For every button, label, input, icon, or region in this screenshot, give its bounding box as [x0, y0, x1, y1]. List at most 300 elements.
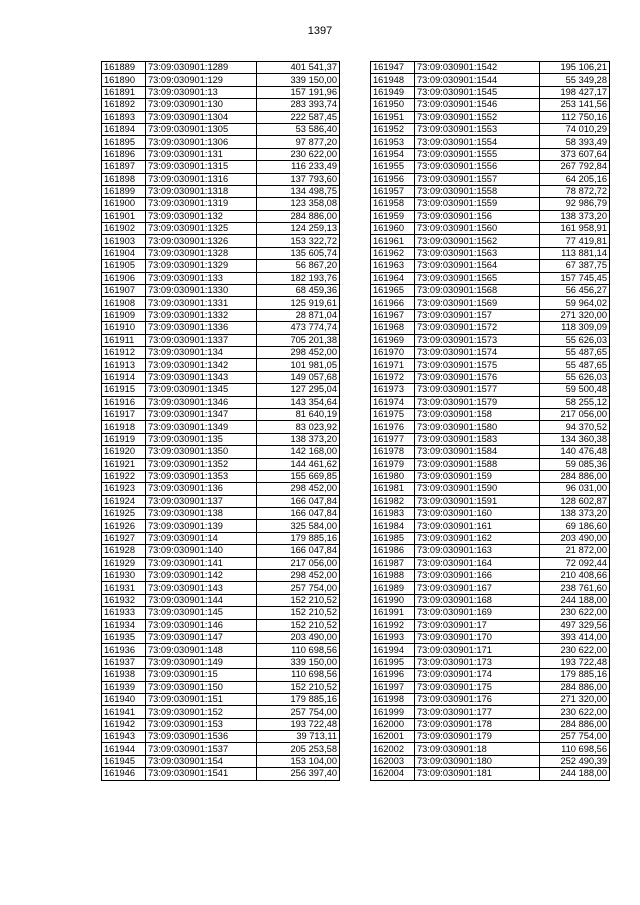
row-number: 161908	[102, 297, 146, 309]
cadastral-number: 73:09:030901:1584	[415, 446, 540, 458]
cadastral-value: 96 031,00	[540, 483, 610, 495]
table-row	[371, 768, 610, 780]
table-row	[371, 594, 610, 606]
table-row	[371, 111, 610, 123]
table-row	[371, 260, 610, 272]
cadastral-value: 113 881,14	[540, 247, 610, 259]
table-row	[102, 62, 340, 74]
cadastral-value: 152 210,52	[257, 681, 340, 693]
cadastral-value: 271 320,00	[540, 693, 610, 705]
cadastral-number: 73:09:030901:1331	[146, 297, 257, 309]
page-number: 1397	[307, 25, 333, 37]
cadastral-number: 73:09:030901:1352	[146, 458, 257, 470]
cadastral-value: 283 393,74	[257, 99, 340, 111]
row-number: 161910	[102, 322, 146, 334]
table-row	[102, 359, 340, 371]
cadastral-number: 73:09:030901:150	[146, 681, 257, 693]
table-row	[371, 136, 610, 148]
table-row	[371, 520, 610, 532]
cadastral-value: 373 607,64	[540, 148, 610, 160]
row-number: 161950	[371, 99, 415, 111]
table-row	[371, 718, 610, 730]
table-row	[102, 173, 340, 185]
table-row	[102, 421, 340, 433]
table-row	[371, 396, 610, 408]
table-row	[102, 706, 340, 718]
cadastral-value: 210 408,66	[540, 570, 610, 582]
cadastral-number: 73:09:030901:161	[415, 520, 540, 532]
cadastral-number: 73:09:030901:1343	[146, 371, 257, 383]
table-row	[102, 123, 340, 135]
cadastral-value: 55 487,65	[540, 359, 610, 371]
cadastral-number: 73:09:030901:1572	[415, 322, 540, 334]
row-number: 161978	[371, 446, 415, 458]
row-number: 161947	[371, 62, 415, 74]
row-number: 161914	[102, 371, 146, 383]
cadastral-number: 73:09:030901:1591	[415, 495, 540, 507]
cadastral-number: 73:09:030901:1347	[146, 408, 257, 420]
table-row	[102, 582, 340, 594]
cadastral-value: 152 210,52	[257, 594, 340, 606]
cadastral-value: 284 886,00	[257, 210, 340, 222]
cadastral-value: 110 698,56	[257, 644, 340, 656]
table-row	[102, 384, 340, 396]
row-number: 161995	[371, 656, 415, 668]
cadastral-value: 217 056,00	[257, 557, 340, 569]
cadastral-value: 59 964,02	[540, 297, 610, 309]
table-row	[371, 644, 610, 656]
table-row	[371, 123, 610, 135]
table-row	[102, 631, 340, 643]
row-number: 161955	[371, 161, 415, 173]
table-row	[371, 148, 610, 160]
cadastral-value: 138 373,20	[257, 433, 340, 445]
row-number: 161941	[102, 706, 146, 718]
cadastral-number: 73:09:030901:1577	[415, 384, 540, 396]
cadastral-number: 73:09:030901:1573	[415, 334, 540, 346]
cadastral-value: 58 255,12	[540, 396, 610, 408]
row-number: 161952	[371, 123, 415, 135]
table-row	[102, 223, 340, 235]
cadastral-number: 73:09:030901:146	[146, 619, 257, 631]
cadastral-number: 73:09:030901:138	[146, 508, 257, 520]
table-row	[102, 111, 340, 123]
row-number: 161943	[102, 731, 146, 743]
cadastral-value: 298 452,00	[257, 346, 340, 358]
cadastral-value: 110 698,56	[540, 743, 610, 755]
cadastral-number: 73:09:030901:1342	[146, 359, 257, 371]
row-number: 161958	[371, 198, 415, 210]
row-number: 161973	[371, 384, 415, 396]
cadastral-value: 59 085,36	[540, 458, 610, 470]
cadastral-number: 73:09:030901:178	[415, 718, 540, 730]
table-row	[102, 148, 340, 160]
cadastral-number: 73:09:030901:1568	[415, 285, 540, 297]
row-number: 161940	[102, 693, 146, 705]
cadastral-number: 73:09:030901:1554	[415, 136, 540, 148]
table-row	[371, 557, 610, 569]
cadastral-value: 230 622,00	[540, 607, 610, 619]
cadastral-value: 222 587,45	[257, 111, 340, 123]
cadastral-number: 73:09:030901:141	[146, 557, 257, 569]
table-row	[371, 247, 610, 259]
cadastral-value: 339 150,00	[257, 74, 340, 86]
cadastral-value: 157 745,45	[540, 272, 610, 284]
table-row	[102, 297, 340, 309]
row-number: 161889	[102, 62, 146, 74]
cadastral-number: 73:09:030901:1557	[415, 173, 540, 185]
cadastral-number: 73:09:030901:1564	[415, 260, 540, 272]
row-number: 161900	[102, 198, 146, 210]
cadastral-value: 137 793,60	[257, 173, 340, 185]
row-number: 161890	[102, 74, 146, 86]
table-row	[102, 210, 340, 222]
cadastral-number: 73:09:030901:1562	[415, 235, 540, 247]
table-row	[371, 185, 610, 197]
cadastral-value: 72 092,44	[540, 557, 610, 569]
row-number: 161904	[102, 247, 146, 259]
cadastral-number: 73:09:030901:158	[415, 408, 540, 420]
table-row	[102, 495, 340, 507]
cadastral-number: 73:09:030901:140	[146, 545, 257, 557]
row-number: 161925	[102, 508, 146, 520]
cadastral-number: 73:09:030901:1590	[415, 483, 540, 495]
table-row	[102, 99, 340, 111]
row-number: 161923	[102, 483, 146, 495]
row-number: 161931	[102, 582, 146, 594]
table-row	[102, 458, 340, 470]
row-number: 161985	[371, 532, 415, 544]
cadastral-value: 149 057,68	[257, 371, 340, 383]
row-number: 161994	[371, 644, 415, 656]
table-row	[102, 768, 340, 780]
cadastral-value: 253 141,56	[540, 99, 610, 111]
row-number: 161936	[102, 644, 146, 656]
table-row	[102, 235, 340, 247]
cadastral-value: 53 586,40	[257, 123, 340, 135]
cadastral-value: 230 622,00	[540, 706, 610, 718]
table-row	[102, 260, 340, 272]
cadastral-number: 73:09:030901:169	[415, 607, 540, 619]
table-row	[102, 607, 340, 619]
cadastral-number: 73:09:030901:163	[415, 545, 540, 557]
cadastral-value: 179 885,16	[257, 693, 340, 705]
row-number: 161935	[102, 631, 146, 643]
table-row	[102, 619, 340, 631]
cadastral-number: 73:09:030901:135	[146, 433, 257, 445]
cadastral-number: 73:09:030901:181	[415, 768, 540, 780]
table-row	[371, 433, 610, 445]
cadastral-value: 244 188,00	[540, 768, 610, 780]
row-number: 161971	[371, 359, 415, 371]
table-row	[102, 520, 340, 532]
cadastral-number: 73:09:030901:160	[415, 508, 540, 520]
cadastral-number: 73:09:030901:148	[146, 644, 257, 656]
row-number: 161980	[371, 470, 415, 482]
cadastral-number: 73:09:030901:1560	[415, 223, 540, 235]
row-number: 161977	[371, 433, 415, 445]
cadastral-value: 230 622,00	[257, 148, 340, 160]
cadastral-number: 73:09:030901:171	[415, 644, 540, 656]
cadastral-number: 73:09:030901:1544	[415, 74, 540, 86]
cadastral-value: 112 750,16	[540, 111, 610, 123]
cadastral-value: 166 047,84	[257, 545, 340, 557]
registry-table-right-body	[371, 62, 610, 781]
cadastral-value: 195 106,21	[540, 62, 610, 74]
table-row	[102, 346, 340, 358]
table-row	[102, 681, 340, 693]
cadastral-number: 73:09:030901:1319	[146, 198, 257, 210]
row-number: 161983	[371, 508, 415, 520]
table-row	[102, 285, 340, 297]
cadastral-number: 73:09:030901:143	[146, 582, 257, 594]
cadastral-number: 73:09:030901:153	[146, 718, 257, 730]
cadastral-value: 138 373,20	[540, 508, 610, 520]
cadastral-value: 56 867,20	[257, 260, 340, 272]
cadastral-number: 73:09:030901:1556	[415, 161, 540, 173]
cadastral-number: 73:09:030901:17	[415, 619, 540, 631]
cadastral-value: 155 669,85	[257, 470, 340, 482]
row-number: 161962	[371, 247, 415, 259]
cadastral-number: 73:09:030901:13	[146, 86, 257, 98]
table-row	[102, 718, 340, 730]
cadastral-value: 256 397,40	[257, 768, 340, 780]
cadastral-number: 73:09:030901:164	[415, 557, 540, 569]
row-number: 161948	[371, 74, 415, 86]
row-number: 162001	[371, 731, 415, 743]
cadastral-number: 73:09:030901:129	[146, 74, 257, 86]
cadastral-number: 73:09:030901:1579	[415, 396, 540, 408]
cadastral-value: 81 640,19	[257, 408, 340, 420]
row-number: 161965	[371, 285, 415, 297]
cadastral-value: 473 774,74	[257, 322, 340, 334]
table-row	[102, 508, 340, 520]
row-number: 161919	[102, 433, 146, 445]
cadastral-value: 153 322,72	[257, 235, 340, 247]
cadastral-number: 73:09:030901:139	[146, 520, 257, 532]
table-row	[371, 74, 610, 86]
row-number: 161933	[102, 607, 146, 619]
row-number: 161907	[102, 285, 146, 297]
row-number: 161998	[371, 693, 415, 705]
table-row	[102, 755, 340, 767]
cadastral-value: 55 626,03	[540, 371, 610, 383]
cadastral-number: 73:09:030901:1316	[146, 173, 257, 185]
cadastral-value: 68 459,36	[257, 285, 340, 297]
row-number: 161926	[102, 520, 146, 532]
cadastral-number: 73:09:030901:147	[146, 631, 257, 643]
row-number: 161911	[102, 334, 146, 346]
table-row	[371, 408, 610, 420]
table-row	[102, 74, 340, 86]
cadastral-number: 73:09:030901:152	[146, 706, 257, 718]
cadastral-value: 339 150,00	[257, 656, 340, 668]
row-number: 161901	[102, 210, 146, 222]
row-number: 161968	[371, 322, 415, 334]
cadastral-value: 144 461,62	[257, 458, 340, 470]
table-row	[102, 334, 340, 346]
row-number: 161988	[371, 570, 415, 582]
cadastral-value: 284 886,00	[540, 470, 610, 482]
cadastral-value: 230 622,00	[540, 644, 610, 656]
table-row	[102, 743, 340, 755]
cadastral-value: 134 360,38	[540, 433, 610, 445]
cadastral-number: 73:09:030901:1583	[415, 433, 540, 445]
cadastral-value: 705 201,38	[257, 334, 340, 346]
cadastral-value: 153 104,00	[257, 755, 340, 767]
table-row	[371, 309, 610, 321]
cadastral-value: 179 885,16	[540, 669, 610, 681]
row-number: 161937	[102, 656, 146, 668]
cadastral-value: 101 981,05	[257, 359, 340, 371]
cadastral-number: 73:09:030901:162	[415, 532, 540, 544]
cadastral-value: 59 500,48	[540, 384, 610, 396]
table-row	[371, 483, 610, 495]
cadastral-value: 78 872,72	[540, 185, 610, 197]
cadastral-number: 73:09:030901:1555	[415, 148, 540, 160]
cadastral-number: 73:09:030901:1329	[146, 260, 257, 272]
row-number: 161912	[102, 346, 146, 358]
cadastral-number: 73:09:030901:173	[415, 656, 540, 668]
table-row	[371, 62, 610, 74]
row-number: 161927	[102, 532, 146, 544]
cadastral-value: 143 354,64	[257, 396, 340, 408]
cadastral-value: 152 210,52	[257, 619, 340, 631]
cadastral-value: 123 358,08	[257, 198, 340, 210]
table-row	[371, 508, 610, 520]
cadastral-number: 73:09:030901:133	[146, 272, 257, 284]
cadastral-value: 271 320,00	[540, 309, 610, 321]
row-number: 161921	[102, 458, 146, 470]
row-number: 161961	[371, 235, 415, 247]
cadastral-value: 128 602,87	[540, 495, 610, 507]
cadastral-number: 73:09:030901:1315	[146, 161, 257, 173]
table-row	[371, 173, 610, 185]
cadastral-number: 73:09:030901:1552	[415, 111, 540, 123]
cadastral-number: 73:09:030901:1569	[415, 297, 540, 309]
row-number: 161982	[371, 495, 415, 507]
cadastral-number: 73:09:030901:14	[146, 532, 257, 544]
table-row	[371, 272, 610, 284]
cadastral-number: 73:09:030901:137	[146, 495, 257, 507]
cadastral-number: 73:09:030901:1536	[146, 731, 257, 743]
cadastral-number: 73:09:030901:1588	[415, 458, 540, 470]
cadastral-value: 135 605,74	[257, 247, 340, 259]
cadastral-value: 182 193,76	[257, 272, 340, 284]
row-number: 161989	[371, 582, 415, 594]
row-number: 161934	[102, 619, 146, 631]
table-row	[371, 545, 610, 557]
table-row	[371, 346, 610, 358]
cadastral-number: 73:09:030901:144	[146, 594, 257, 606]
cadastral-number: 73:09:030901:1580	[415, 421, 540, 433]
row-number: 161916	[102, 396, 146, 408]
table-row	[102, 656, 340, 668]
row-number: 161918	[102, 421, 146, 433]
cadastral-value: 58 393,49	[540, 136, 610, 148]
cadastral-value: 257 754,00	[257, 706, 340, 718]
row-number: 161892	[102, 99, 146, 111]
cadastral-number: 73:09:030901:1330	[146, 285, 257, 297]
cadastral-number: 73:09:030901:1332	[146, 309, 257, 321]
cadastral-value: 257 754,00	[257, 582, 340, 594]
cadastral-number: 73:09:030901:1563	[415, 247, 540, 259]
table-row	[371, 656, 610, 668]
table-row	[102, 371, 340, 383]
table-row	[371, 161, 610, 173]
row-number: 161895	[102, 136, 146, 148]
row-number: 161917	[102, 408, 146, 420]
cadastral-number: 73:09:030901:1541	[146, 768, 257, 780]
cadastral-number: 73:09:030901:1289	[146, 62, 257, 74]
table-row	[371, 198, 610, 210]
table-row	[102, 570, 340, 582]
cadastral-value: 83 023,92	[257, 421, 340, 433]
table-row	[371, 693, 610, 705]
cadastral-value: 134 498,75	[257, 185, 340, 197]
cadastral-value: 205 253,58	[257, 743, 340, 755]
cadastral-value: 401 541,37	[257, 62, 340, 74]
cadastral-number: 73:09:030901:174	[415, 669, 540, 681]
cadastral-value: 157 191,96	[257, 86, 340, 98]
cadastral-value: 39 713,11	[257, 731, 340, 743]
row-number: 161932	[102, 594, 146, 606]
table-row	[371, 210, 610, 222]
cadastral-number: 73:09:030901:156	[415, 210, 540, 222]
cadastral-number: 73:09:030901:1565	[415, 272, 540, 284]
table-row	[371, 384, 610, 396]
table-row	[102, 594, 340, 606]
row-number: 161964	[371, 272, 415, 284]
table-row	[371, 743, 610, 755]
row-number: 161944	[102, 743, 146, 755]
cadastral-value: 55 626,03	[540, 334, 610, 346]
table-row	[102, 396, 340, 408]
table-row	[102, 247, 340, 259]
row-number: 161903	[102, 235, 146, 247]
cadastral-number: 73:09:030901:1336	[146, 322, 257, 334]
cadastral-number: 73:09:030901:15	[146, 669, 257, 681]
row-number: 161991	[371, 607, 415, 619]
table-row	[371, 359, 610, 371]
table-row	[102, 532, 340, 544]
cadastral-value: 21 872,00	[540, 545, 610, 557]
cadastral-number: 73:09:030901:1575	[415, 359, 540, 371]
table-row	[371, 458, 610, 470]
table-row	[371, 669, 610, 681]
cadastral-number: 73:09:030901:1545	[415, 86, 540, 98]
cadastral-number: 73:09:030901:136	[146, 483, 257, 495]
cadastral-value: 69 186,60	[540, 520, 610, 532]
cadastral-number: 73:09:030901:1353	[146, 470, 257, 482]
row-number: 161949	[371, 86, 415, 98]
row-number: 161930	[102, 570, 146, 582]
row-number: 161939	[102, 681, 146, 693]
table-row	[102, 136, 340, 148]
cadastral-value: 267 792,84	[540, 161, 610, 173]
row-number: 161990	[371, 594, 415, 606]
cadastral-number: 73:09:030901:1576	[415, 371, 540, 383]
row-number: 161992	[371, 619, 415, 631]
row-number: 161945	[102, 755, 146, 767]
row-number: 161905	[102, 260, 146, 272]
cadastral-value: 94 370,52	[540, 421, 610, 433]
cadastral-value: 142 168,00	[257, 446, 340, 458]
row-number: 161942	[102, 718, 146, 730]
table-row	[102, 322, 340, 334]
row-number: 161929	[102, 557, 146, 569]
row-number: 161975	[371, 408, 415, 420]
